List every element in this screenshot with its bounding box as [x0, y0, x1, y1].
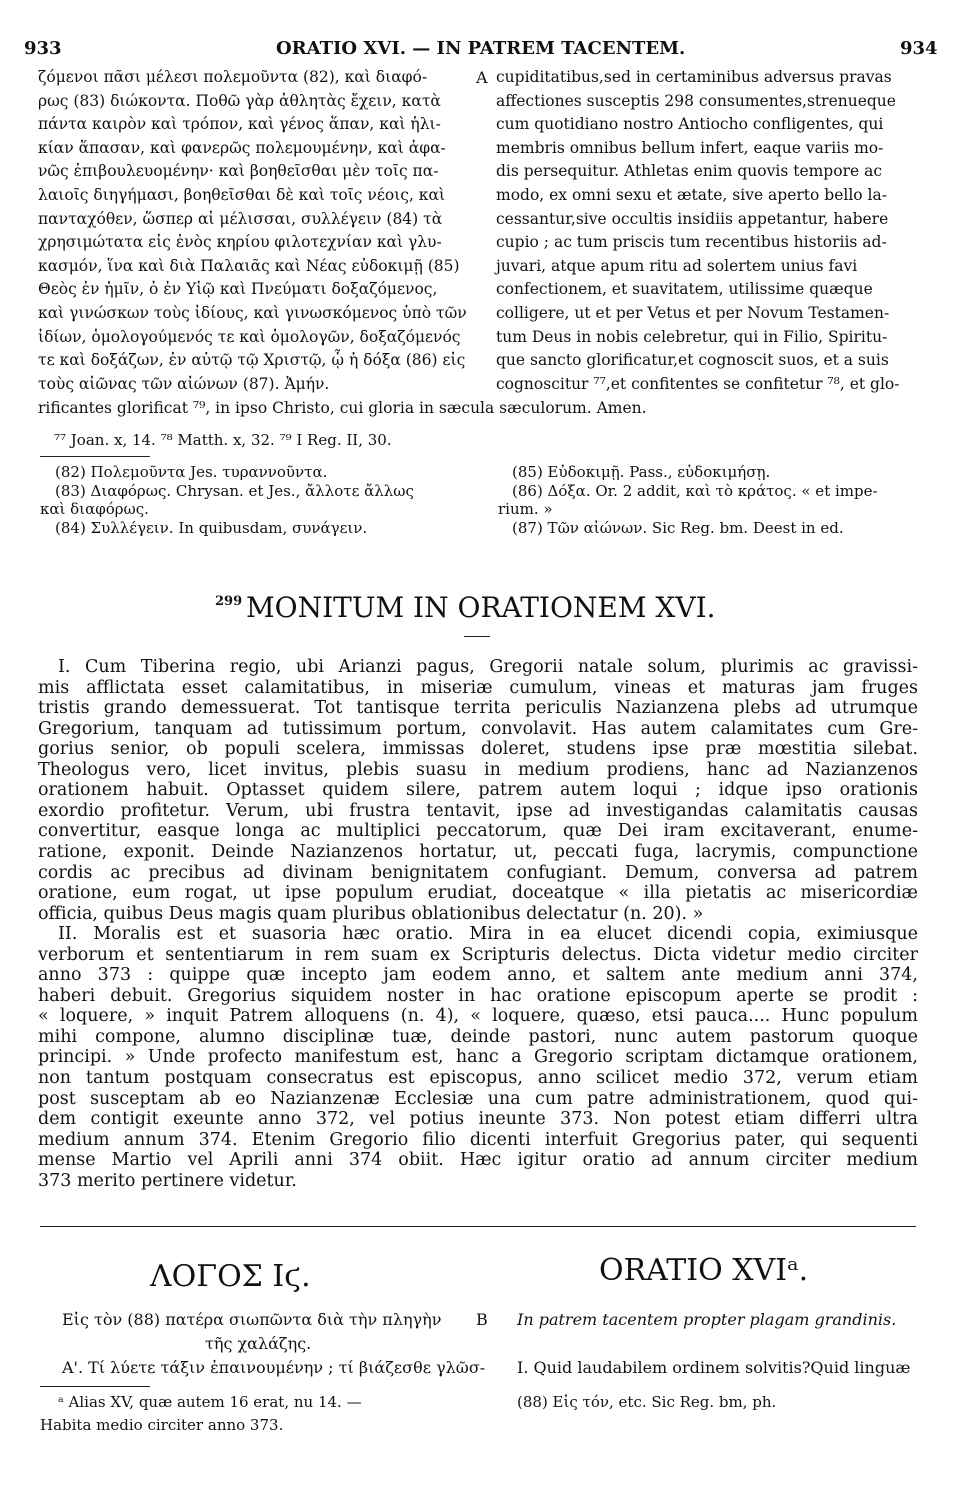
monitum-line: dem contigit exeunte anno 372, vel potius ineunte 373. Non potest etiam differri ultra [38, 1109, 918, 1130]
footnote-left-line: (83) Διαφόρως. Chrysan. et Jes., ἄλλοτε ἄλλως [55, 481, 414, 500]
running-title: ORATIO XVI. — IN PATREM TACENTEM. [276, 38, 686, 59]
monitum-line: cordis ac precibus ad divinam benignitatem confugiant. Demum, conversa ad patrem [38, 862, 918, 883]
latin-text-line: dis persequitur. Athletas enim quovis tempore ac [496, 162, 882, 181]
footnote-left-line: καὶ διαφόρως. [40, 500, 149, 518]
greek-text-line: καὶ γινώσκων τοὺς ἰδίους, καὶ γινωσκόμενος ὑπὸ τῶν [38, 304, 467, 322]
monitum-title: MONITUM IN ORATIONEM XVI. [246, 591, 716, 624]
footnote-left-line: (84) Συλλέγειν. In quibusdam, συνάγειν. [55, 518, 368, 537]
margin-letter-b: B [476, 1310, 488, 1329]
footnote-left-line: (82) Πολεμοῦντα Jes. τυραννοῦντα. [55, 463, 328, 481]
monitum-line: orationem habuit. Optasset quidem silere, patrem autem loqui ; idque ipso orationis [38, 780, 918, 801]
greek-text-line: Θεὸς ἐν ἡμῖν, ὁ ἐν Υἱῷ καὶ Πνεύματι δοξαζόμενος, [38, 280, 438, 299]
footnote-88: (88) Εἰς τόν, etc. Sic Reg. bm, ph. [517, 1393, 777, 1411]
greek-text-line: κίαν ἅπασαν, καὶ φανερῶς πολεμουμένην, καὶ ἀφα- [38, 138, 446, 157]
monitum-line: mense Martio vel Aprili anni 374 obiit. Hæc igitur oratio ad annum circiter medium [38, 1150, 918, 1171]
latin-text-line: colligere, ut et per Vetus et per Novum Testamen- [496, 304, 890, 322]
greek-text-line: νῶς ἐπιβουλευομένην· καὶ βοηθεῖσθαι μὲν τοῖς πα- [38, 162, 439, 181]
monitum-page-number: 299 [215, 594, 243, 609]
latin-text-line: modo, ex omni sexu et ætate, sive aperto bello la- [496, 186, 887, 204]
latin-text-line: cupiditatibus,sed in certaminibus adversus pravas [496, 68, 892, 86]
latin-text-line: juvari, atque apum ritu ad solertem unius favi [496, 256, 858, 275]
greek-section-one: Α'. Τί λύετε τάξιν ἐπαινουμένην ; τί βιάζεσθε γλῶσ- [62, 1358, 486, 1377]
greek-text-line: τοὺς αἰῶνας τῶν αἰώνων (87). Ἀμήν. [38, 374, 330, 393]
greek-text-line: τε καὶ δοξάζων, ἐν αὐτῷ τῷ Χριστῷ, ᾧ ἡ δόξα (86) εἰς [38, 351, 466, 370]
monitum-line: principi. » Unde profecto manifestum est, hanc a Gregorio scriptam dictamque orationem, [38, 1047, 918, 1068]
monitum-line: tristis grando demessuerat. Tot tantisque territa periculis Nazianzena plebs ad utrumque [38, 698, 918, 719]
monitum-line: non tantum postquam consecratus est episcopus, anno scilicet medio 372, verum etiam [38, 1068, 918, 1088]
monitum-line: II. Moralis est et suasoria hæc oratio. Mira in ea elucet dicendi copia, eximiusque [58, 924, 918, 945]
greek-text-line: ζόμενοι πᾶσι μέλεσι πολεμοῦντα (82), καὶ διαφό- [38, 68, 428, 86]
monitum-line: post susceptam ab eo Nazianzenæ Ecclesiæ una cum patre administrationem, quod qui- [38, 1088, 918, 1109]
monitum-line: ratione, exponit. Deinde Nazianzenos hortatur, ut, peccati fuga, lacrymis, compunctione [38, 841, 918, 862]
greek-text-line: λαιοῖς διηγήμασι, βοηθεῖσθαι δὲ καὶ τοῖς νέοις, καὶ [38, 186, 446, 204]
footnote-right-line: (86) Δόξα. Or. 2 addit, καὶ τὸ κράτος. « et impe- [512, 481, 878, 500]
monitum-line: convertitur, easque longa ac multiplici peccatorum, quæ Dei iram excitaverant, enume- [38, 821, 918, 842]
greek-text-line: ἰδίων, ὁμολογούμενός τε καὶ ὁμολογῶν, δοξαζόμενός [38, 327, 461, 346]
greek-text-line: κασμόν, ἵνα καὶ διὰ Παλαιᾶς καὶ Νέας εὐδοκιμῇ (85) [38, 256, 460, 275]
latin-text-line: membris omnibus bellum infert, eaque variis mo- [496, 138, 884, 157]
monitum-line: medium annum 374. Etenim Gregorio filio dicenti interfuit Gregorius pater, qui sequenti [38, 1129, 918, 1150]
title-dash [464, 636, 490, 637]
monitum-line: haberi debuit. Gregorius siquidem noster in hac oratione episcopum aperte se prodit : [38, 985, 918, 1006]
latin-subtitle: In patrem tacentem propter plagam grandinis. [517, 1310, 897, 1329]
greek-oration-title: ΛΟΓΟΣ Ιϛ. [150, 1259, 311, 1294]
monitum-line: Theologus vero, licet invitus, plebis suasu in medium prodiens, hanc ad Nazianzenos [38, 759, 918, 780]
monitum-line: mis afflictata esset calamitatibus, in miseriæ cumulum, vineas et maturas jam fruges [38, 677, 918, 698]
monitum-line: mihi compone, alumno disciplinæ tuæ, deinde pastori, nunc autem pastorum quoque [38, 1026, 918, 1047]
latin-text-line: tum Deus in nobis celebretur, qui in Filio, Spiritu- [496, 327, 888, 346]
monitum-line: verborum et sententiarum in rem suam ex Scripturis delectus. Dicta videtur medio circiter [38, 944, 918, 965]
oration-note-line-1: ᵃ Alias XV, quæ autem 16 erat, nu 14. — [58, 1393, 362, 1411]
closing-line: rificantes glorificat ⁷⁹, in ipso Christo, cui gloria in sæcula sæculorum. Amen. [38, 399, 647, 417]
greek-text-line: πάντα καιρὸν καὶ τρόπον, καὶ γένος ἅπαν, καὶ ἡλι- [38, 115, 441, 134]
oration-note-line-2: Habita medio circiter anno 373. [40, 1416, 284, 1434]
monitum-line: exordio profitetur. Verum, ubi frustra tentavit, ipse ad investigandas calamitatis causas [38, 800, 918, 821]
monitum-line: oratione, eum rogat, ut ipse populum erudiat, doceatque « illa pietatis ac misericordiæ [38, 883, 918, 904]
greek-text-line: πανταχόθεν, ὥσπερ αἱ μέλισσαι, συλλέγειν (84) τὰ [38, 209, 443, 228]
monitum-line: gorius senior, ob populi scelera, immissas doleret, studens ipse præ mœstitia silebat. [38, 739, 918, 760]
monitum-line: 373 merito pertinere videtur. [38, 1170, 297, 1191]
latin-text-line: affectiones susceptis 298 consumentes,strenueque [496, 91, 896, 110]
greek-text-line: χρησιμώτατα εἰς ἑνὸς κηρίου φιλοτεχνίαν καὶ γλυ- [38, 233, 442, 252]
monitum-line: anno 373 : quippe quæ incepto jam eodem anno, et saltem ante medium anni 374, [38, 965, 918, 986]
latin-text-line: cupio ; ac tum priscis tum recentibus historiis ad- [496, 233, 887, 252]
latin-text-line: cessantur,sive occultis insidiis appetantur, habere [496, 209, 889, 228]
margin-letter-a: A [476, 68, 488, 87]
monitum-line: « loquere, » inquit Patrem alloquens (n. 4), « loquere, quæso, etsi pauca.... Hunc populum [38, 1006, 918, 1027]
monitum-line: Gregorium, tanquam ad tutissimum portum, convolavit. Has autem calamitates cum Gre- [38, 718, 918, 739]
page-number-left: 933 [24, 38, 62, 59]
latin-text-line: cum quotidiano nostro Antiocho confligentes, qui [496, 115, 884, 134]
page-number-right: 934 [900, 38, 938, 59]
footnote-right-line: (87) Τῶν αἰώνων. Sic Reg. bm. Deest in ed. [512, 518, 844, 537]
latin-text-line: confectionem, et suavitatem, utilissime quæque [496, 280, 873, 299]
greek-subtitle-line-1: Εἰς τὸν (88) πατέρα σιωπῶντα διὰ τὴν πληγὴν [62, 1310, 442, 1329]
latin-oration-title: ORATIO XVIᵃ. [599, 1253, 809, 1288]
monitum-line: officia, quibus Deus magis quam pluribus oblationibus delectatur (n. 20). » [38, 903, 704, 924]
monitum-line: I. Cum Tiberina regio, ubi Arianzi pagus, Gregorii natale solum, plurimis ac gravissi- [58, 657, 918, 677]
footnote-right-line: (85) Εὐδοκιμῇ. Pass., εὐδοκιμήσῃ. [512, 463, 771, 481]
greek-text-line: ρως (83) διώκοντα. Ποθῶ γὰρ ἀθλητὰς ἔχειν, κατὰ [38, 91, 441, 110]
footnote-rule [40, 456, 150, 457]
section-rule [40, 1226, 916, 1227]
note-rule [40, 1386, 150, 1387]
scripture-references: ⁷⁷ Joan. x, 14. ⁷⁸ Matth. x, 32. ⁷⁹ I Reg. II, 30. [54, 431, 392, 449]
latin-text-line: que sancto glorificatur,et cognoscit suos, et a suis [496, 351, 889, 370]
latin-text-line: cognoscitur ⁷⁷,et confitentes se confitetur ⁷⁸, et glo- [496, 374, 900, 393]
latin-section-one: I. Quid laudabilem ordinem solvitis?Quid linguæ [517, 1358, 911, 1377]
greek-subtitle-line-2: τῆς χαλάζης. [205, 1334, 312, 1353]
footnote-right-line: rium. » [498, 500, 553, 518]
